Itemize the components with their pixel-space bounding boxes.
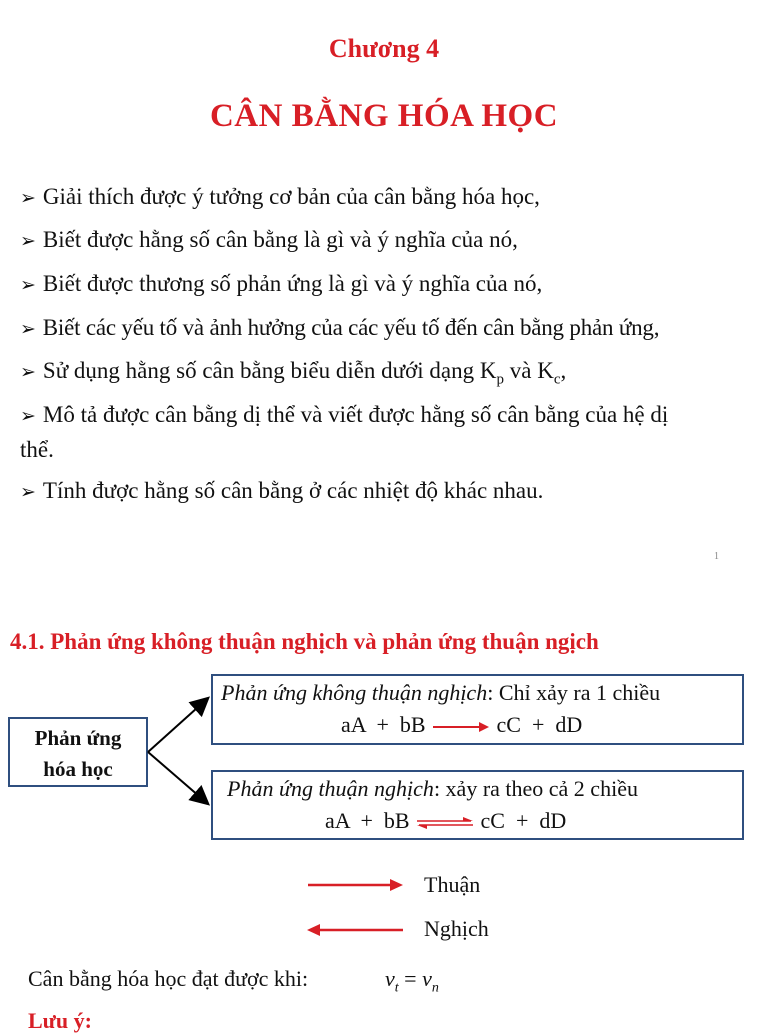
arrowhead-bullet-icon: ➢ <box>20 188 36 209</box>
branch-arrow-up <box>148 699 207 752</box>
objective-item: ➢ Tính được hằng số cân bằng ở các nhiệt độ khác nhau. <box>20 474 760 509</box>
legend-reverse-arrow-icon <box>306 923 406 937</box>
reversible-reaction-box: Phản ứng thuận nghịch: xảy ra theo cả 2 chiều aA + bB cC + dD <box>211 770 744 840</box>
arrowhead-bullet-icon: ➢ <box>20 362 36 383</box>
arrowhead-bullet-icon: ➢ <box>20 275 36 296</box>
objective-item: ➢ Biết các yếu tố và ảnh hưởng của các yếu tố đến cân bằng phản ứng, <box>20 311 760 346</box>
chapter-heading: Chương 4 <box>328 34 440 63</box>
irreversible-label: Phản ứng không thuận nghịch <box>221 680 488 705</box>
arrowhead-bullet-icon: ➢ <box>20 482 36 503</box>
main-box-line: hóa học <box>43 757 113 781</box>
objective-item: ➢ Biết được thương số phản ứng là gì và ý nghĩa của nó, <box>20 267 760 302</box>
reversible-label: Phản ứng thuận nghịch <box>227 776 434 801</box>
forward-arrow-icon <box>431 720 491 734</box>
irreversible-reaction-box: Phản ứng không thuận nghịch: Chỉ xảy ra 1 chiều aA + bB cC + dD <box>211 674 744 745</box>
objective-item: ➢ Giải thích được ý tưởng cơ bản của cân bằng hóa học, <box>20 180 760 215</box>
main-box-line: Phản ứng <box>34 726 122 750</box>
reactants: aA + bB <box>325 808 410 833</box>
equilibrium-arrows-icon <box>415 816 475 830</box>
arrowhead-bullet-icon: ➢ <box>20 231 36 252</box>
products: cC + dD <box>480 808 567 833</box>
branch-arrow-down <box>148 752 207 803</box>
legend-reverse-label: Nghịch <box>424 916 489 941</box>
page-number: 1 <box>714 551 719 562</box>
objective-item: ➢ Biết được hằng số cân bằng là gì và ý nghĩa của nó, <box>20 223 760 258</box>
arrowhead-bullet-icon: ➢ <box>20 319 36 340</box>
rate-equality: $v_t = v_n$ <box>385 966 439 996</box>
arrowhead-bullet-icon: ➢ <box>20 406 36 427</box>
objective-item: ➢ Mô tả được cân bằng dị thể và viết được hằng số cân bằng của hệ dị thể. <box>20 402 669 462</box>
equilibrium-condition: Cân bằng hóa học đạt được khi: <box>28 966 309 991</box>
section-title: 4.1. Phản ứng không thuận nghịch và phản ứng thuận ngịch <box>10 629 599 654</box>
legend-forward-label: Thuận <box>424 872 481 897</box>
products: cC + dD <box>496 712 583 737</box>
legend-forward-arrow-icon <box>306 878 406 892</box>
objective-item: ➢ Sử dụng hằng số cân bằng biểu diễn dưới dạng $K_p$ và $K_c$, <box>20 358 567 388</box>
reactants: aA + bB <box>341 712 426 737</box>
page-title: CÂN BẰNG HÓA HỌC <box>209 98 559 134</box>
note-heading: Lưu ý: <box>28 1008 92 1033</box>
